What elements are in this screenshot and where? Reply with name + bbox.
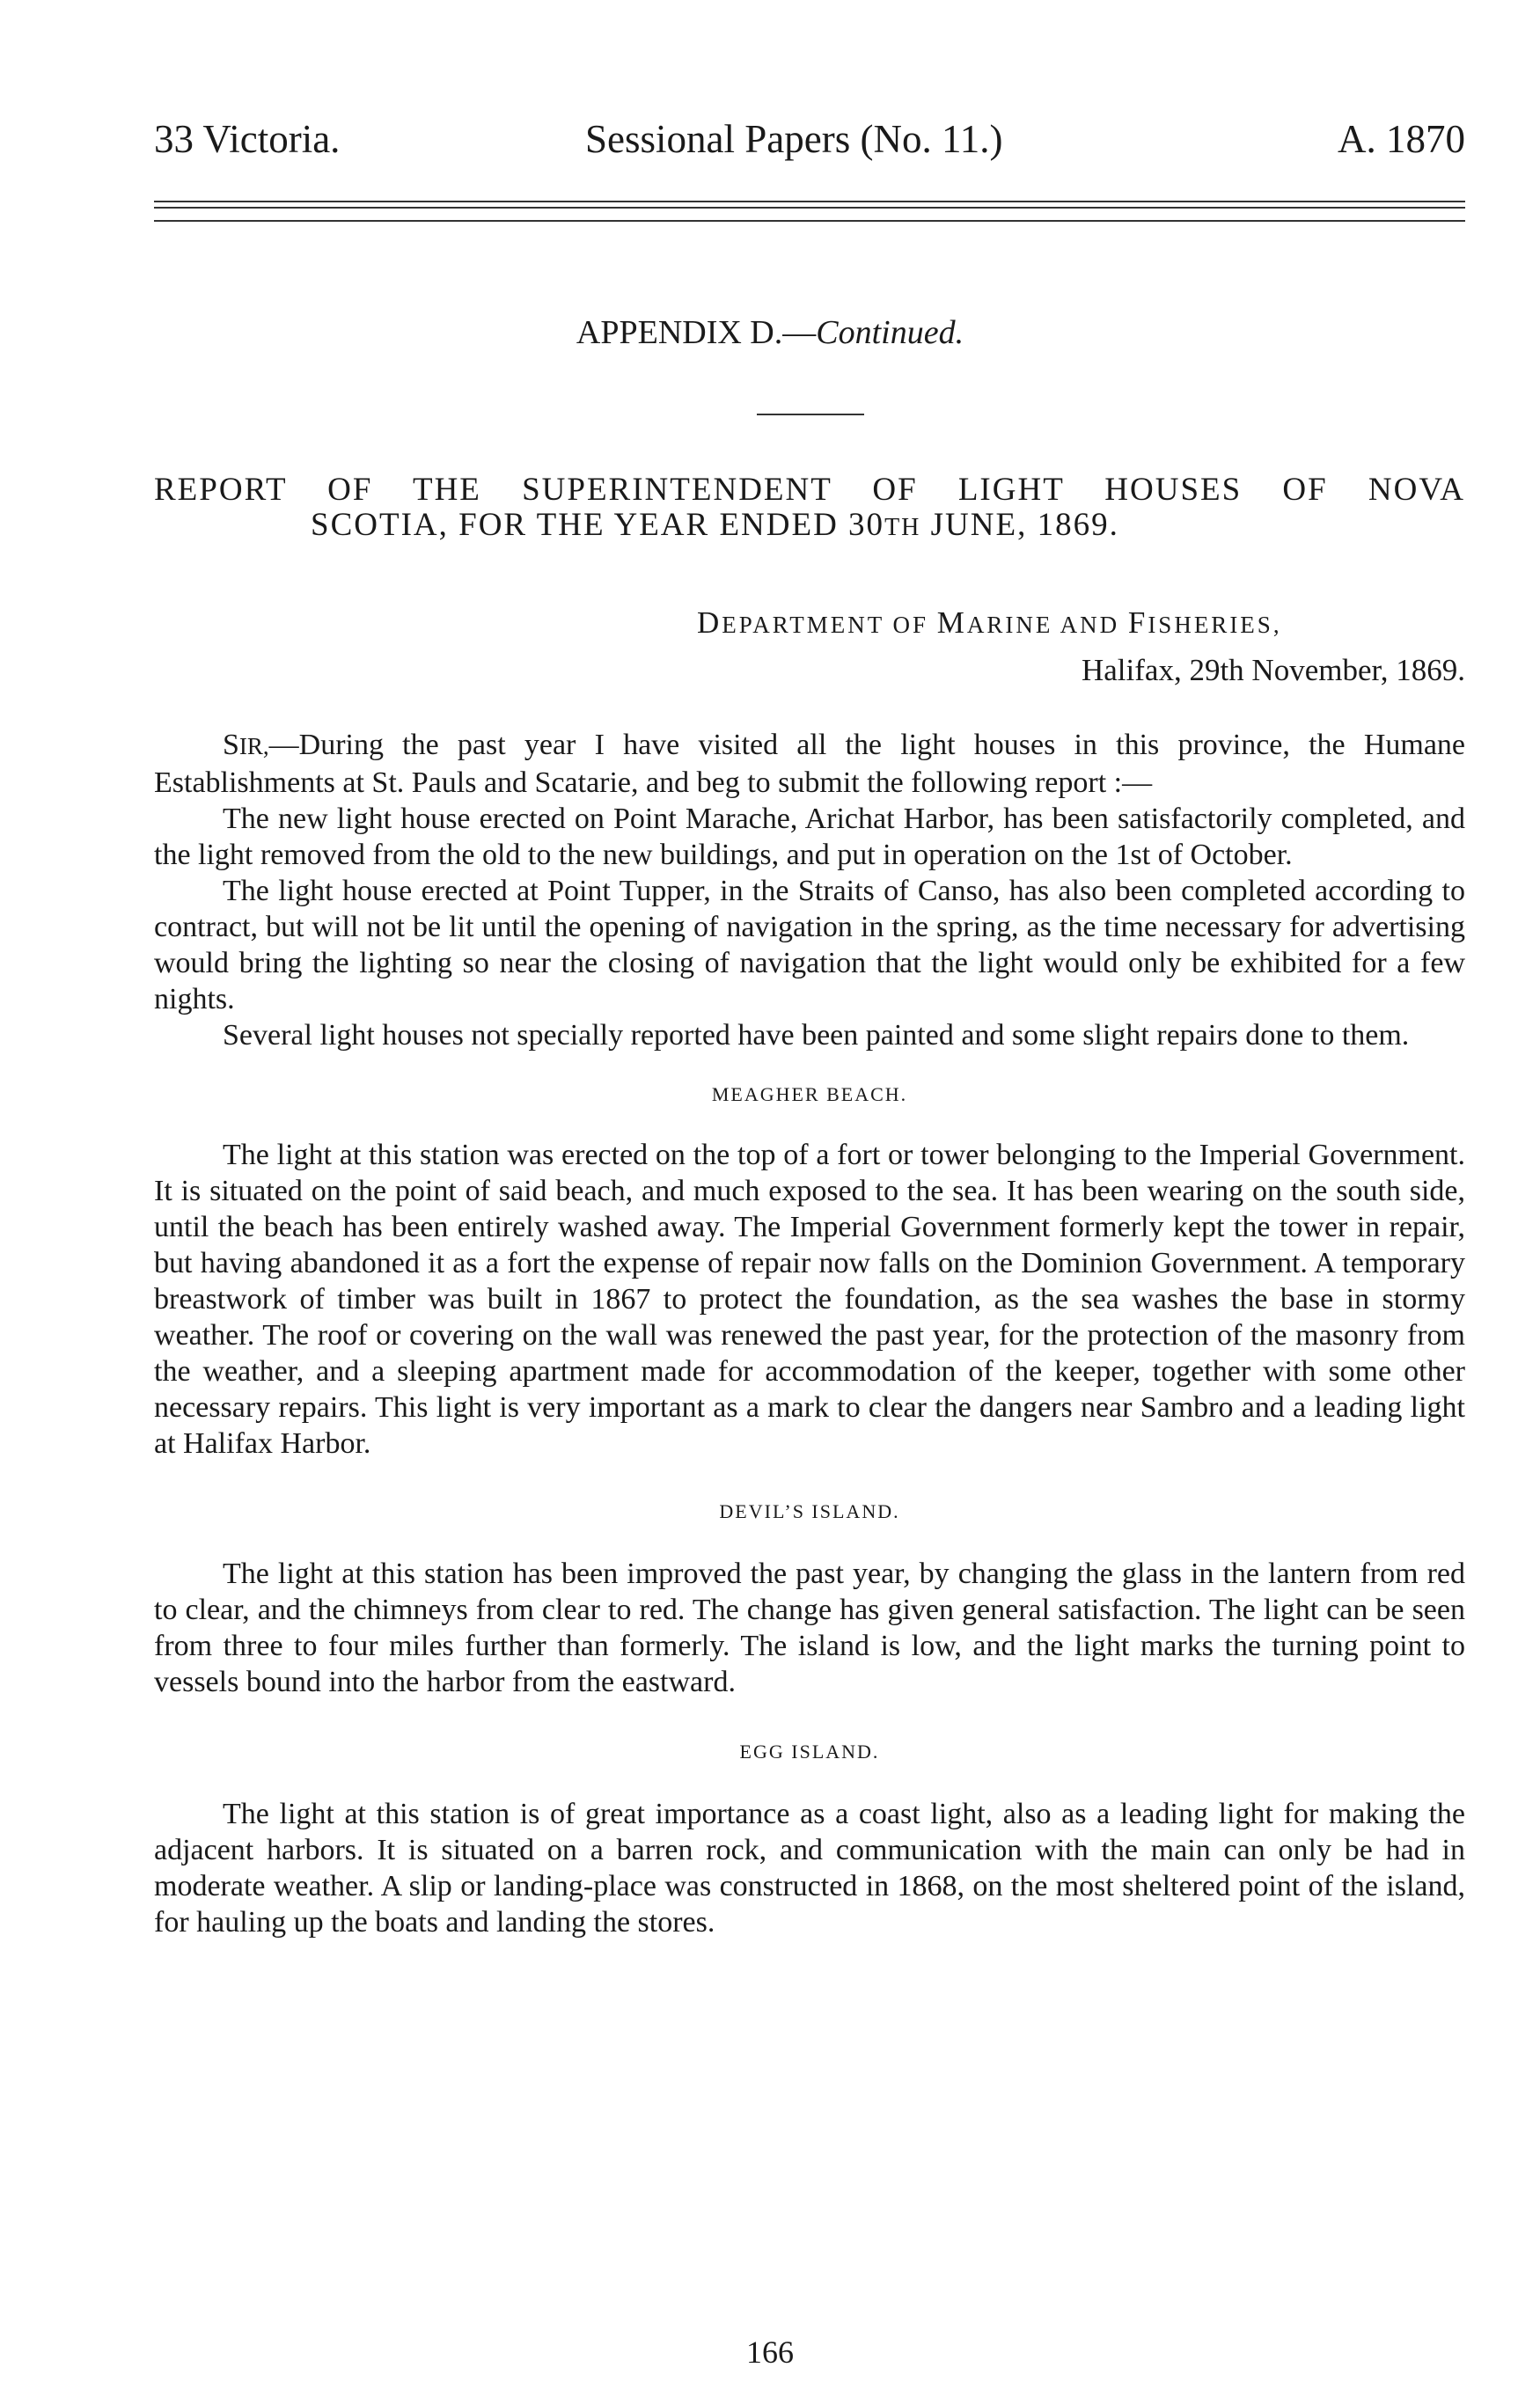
report-title-line-2: SCOTIA, FOR THE YEAR ENDED 30TH JUNE, 1869. [311, 507, 1119, 543]
appendix-label: APPENDIX D.— [576, 314, 817, 351]
section-text-egg-island: The light at this station is of great importance as a coast light, also as a leading light for making the adjacent harbors. It is situated on a barren rock, and communication with the main can only be had in moderate weather. A slip or landing-place was constructed in 1868, on the most sheltered point of the island, for hauling up the boats and landing the stores. [154, 1798, 1465, 1939]
report-title-line-1: REPORT OF THE SUPERINTENDENT OF LIGHT HOUSES OF NOVA [154, 472, 1465, 508]
header-series: Sessional Papers (No. 11.) [585, 117, 1003, 161]
header-rule-bottom [154, 220, 1465, 222]
section-heading-egg-island: EGG ISLAND. [739, 1741, 880, 1763]
header-rule-top [154, 201, 1465, 202]
letter-paragraph-3: The light house erected at Point Tupper, in the Straits of Canso, has also been completed according to contract, but will not be lit until the opening of navigation in the spring, as the time necessary for advertising would bring the lighting so near the closing of navigation that the light would only be exhibited for a few nights. [154, 875, 1465, 1015]
header-rule-middle [154, 207, 1465, 209]
appendix-heading [0, 313, 1540, 352]
section-text-meagher-beach: The light at this station was erected on the top of a fort or tower belonging to the Imperial Government. It is situated on the point of said beach, and much exposed to the sea. It has been wearing on the south side, until the beach has been entirely washed away. The Imperial Government formerly kept the tower in repair, but having abandoned it as a fort the expense of repair now falls on the Dominion Government. A temporary breastwork of timber was built in 1867 to protect the foundation, as the sea washes the base in stormy weather. The roof or covering on the wall was renewed the past year, for the protection of the masonry from the weather, and a sleeping apartment made for accommodation of the keeper, together with some other necessary repairs. This light is very important as a mark to clear the dangers near Sambro and a leading light at Halifax Harbor. [154, 1139, 1465, 1460]
page-number: 166 [746, 2335, 794, 2370]
report-title [154, 473, 1465, 546]
section-heading-meagher-beach: MEAGHER BEACH. [711, 1083, 908, 1105]
header-session: 33 Victoria. [154, 117, 341, 161]
running-header [154, 113, 1465, 165]
letter-paragraph-4: Several light houses not specially reported have been painted and some slight repairs done to them. [223, 1019, 1410, 1052]
section-heading-devils-island: DEVIL’S ISLAND. [719, 1500, 900, 1522]
letter-paragraph-1: SIR,—During the past year I have visited all the light houses in this province, the Humane Establishments at St. Pauls and Scatarie, and beg to submit the following report :— [154, 729, 1465, 799]
report-body [154, 727, 1465, 1940]
salutation: SIR, [223, 729, 269, 761]
place-date: Halifax, 29th November, 1869. [1082, 653, 1465, 687]
letter-paragraph-2: The new light house erected on Point Marache, Arichat Harbor, has been satisfactorily completed, and the light removed from the old to the new buildings, and put in operation on the 1st of October. [154, 803, 1465, 871]
header-year: A. 1870 [1338, 117, 1465, 161]
appendix-continued: Continued. [816, 314, 964, 351]
department-line: DEPARTMENT OF MARINE AND FISHERIES, [697, 605, 1282, 640]
section-divider [757, 414, 864, 415]
section-text-devils-island: The light at this station has been improved the past year, by changing the glass in the lantern from red to clear, and the chimneys from clear to red. The change has given general satisfaction. The light can be seen from three to four miles further than formerly. The island is low, and the light marks the turning point to vessels bound into the harbor from the eastward. [154, 1558, 1465, 1698]
